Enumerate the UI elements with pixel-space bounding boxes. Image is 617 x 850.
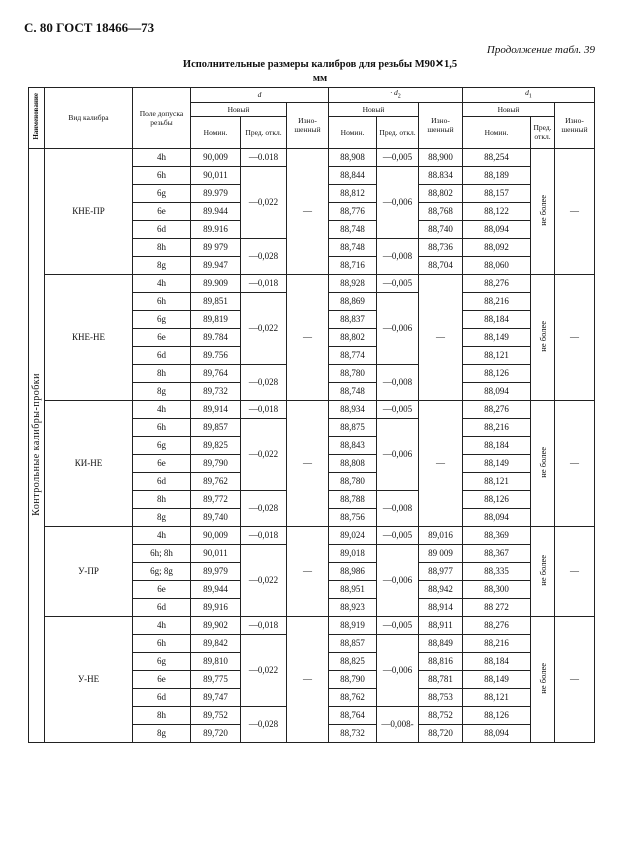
d1-limit-text: не более: [537, 446, 548, 478]
d1-nominal: 88,092: [463, 238, 531, 256]
d2-worn: 88.834: [419, 166, 463, 184]
d1-nominal: 88,094: [463, 382, 531, 400]
d2-nominal: 88,762: [329, 688, 377, 706]
d2-worn: 88,720: [419, 724, 463, 742]
d1-nominal: 88,122: [463, 202, 531, 220]
d1-nominal: 88,060: [463, 256, 531, 274]
d-deviation: —0,028: [241, 706, 287, 742]
thread-tolerance: 6h: [133, 634, 191, 652]
d1-limit-text: не более: [537, 662, 548, 694]
header-d1-nom: Номин.: [463, 116, 531, 148]
d-nominal: 89,916: [191, 598, 241, 616]
d1-nominal: 88,121: [463, 688, 531, 706]
gauge-kind: КИ-НЕ: [45, 400, 133, 526]
d2-nominal: 88,764: [329, 706, 377, 724]
d1-nominal: 88,189: [463, 166, 531, 184]
d2-nominal: 88,928: [329, 274, 377, 292]
d2-nominal: 88,857: [329, 634, 377, 652]
d-deviation: —0,028: [241, 364, 287, 400]
page-reference: С. 80 ГОСТ 18466—73: [24, 20, 155, 35]
thread-tolerance: 6e: [133, 454, 191, 472]
header-d1-worn: Изно- шенный: [555, 102, 595, 148]
gauge-kind: У-НЕ: [45, 616, 133, 742]
d-nominal: 89,747: [191, 688, 241, 706]
d1-nominal: 88,184: [463, 652, 531, 670]
d1-nominal: 88,126: [463, 364, 531, 382]
d-deviation: —0,022: [241, 166, 287, 238]
d1-nominal: 88,216: [463, 634, 531, 652]
d1-worn: —: [555, 400, 595, 526]
d2-worn: —: [419, 274, 463, 400]
d-deviation: —0,018: [241, 400, 287, 418]
table-units: мм: [312, 73, 328, 84]
d-nominal: 89,914: [191, 400, 241, 418]
gauge-dimensions-table: [28, 87, 595, 743]
table-title: [130, 58, 510, 86]
header-d2: · $d_2$: [329, 88, 463, 103]
d-nominal: 89.909: [191, 274, 241, 292]
d1-nominal: 88,094: [463, 724, 531, 742]
d-nominal: 90,011: [191, 166, 241, 184]
thread-tolerance: 4h: [133, 274, 191, 292]
table-row: [29, 526, 595, 544]
thread-tolerance: 6d: [133, 220, 191, 238]
header-d-nom: Номин.: [191, 116, 241, 148]
d1-nominal: 88,184: [463, 436, 531, 454]
d1-limit-text: не более: [537, 320, 548, 352]
d1-limit-note: [531, 526, 555, 616]
d-deviation: —0,022: [241, 292, 287, 364]
d1-nominal: 88,184: [463, 310, 531, 328]
d2-nominal: 88,748: [329, 238, 377, 256]
d2-deviation: —0,005: [377, 274, 419, 292]
d2-worn: 88,740: [419, 220, 463, 238]
d2-nominal: 88,774: [329, 346, 377, 364]
d2-deviation: —0,006: [377, 292, 419, 364]
header-d-worn: Изно- шенный: [287, 102, 329, 148]
d-worn: —: [287, 274, 329, 400]
d1-nominal: 88,276: [463, 400, 531, 418]
d-worn: —: [287, 400, 329, 526]
d2-worn: 88,849: [419, 634, 463, 652]
d-nominal: 89.756: [191, 346, 241, 364]
header-name: Наименование: [29, 88, 45, 149]
d2-nominal: 88,780: [329, 364, 377, 382]
d2-deviation: —0,006: [377, 418, 419, 490]
d-nominal: 89.944: [191, 202, 241, 220]
table-row: [29, 616, 595, 634]
d1-nominal: 88,254: [463, 148, 531, 166]
d2-worn: 89,016: [419, 526, 463, 544]
d2-worn: 89 009: [419, 544, 463, 562]
thread-tolerance: 8h: [133, 706, 191, 724]
d-deviation: —0,022: [241, 634, 287, 706]
d-nominal: 89,819: [191, 310, 241, 328]
thread-tolerance: 4h: [133, 148, 191, 166]
d-nominal: 89,764: [191, 364, 241, 382]
table-body: [29, 148, 595, 742]
d-nominal: 89.784: [191, 328, 241, 346]
d2-nominal: 88,934: [329, 400, 377, 418]
d2-worn: —: [419, 400, 463, 526]
d1-nominal: 88,121: [463, 472, 531, 490]
d1-nominal: 88,276: [463, 274, 531, 292]
d1-nominal: 88,149: [463, 670, 531, 688]
d2-nominal: 88,986: [329, 562, 377, 580]
d-worn: —: [287, 526, 329, 616]
d2-nominal: 88,716: [329, 256, 377, 274]
thread-tolerance: 8g: [133, 382, 191, 400]
d-nominal: 89.947: [191, 256, 241, 274]
d1-nominal: 88,335: [463, 562, 531, 580]
thread-tolerance: 4h: [133, 400, 191, 418]
d1-nominal: 88,276: [463, 616, 531, 634]
d-deviation: —0,018: [241, 274, 287, 292]
thread-tolerance: 6h; 8h: [133, 544, 191, 562]
d2-nominal: 88,732: [329, 724, 377, 742]
header-d-new: Новый: [191, 102, 287, 116]
d-nominal: 90,009: [191, 526, 241, 544]
thread-tolerance: 6e: [133, 202, 191, 220]
d2-worn: 88,704: [419, 256, 463, 274]
header-d-dev: Пред. откл.: [241, 116, 287, 148]
thread-tolerance: 6h: [133, 418, 191, 436]
d-nominal: 89,979: [191, 562, 241, 580]
d-nominal: 90,009: [191, 148, 241, 166]
d-nominal: 89,902: [191, 616, 241, 634]
d2-worn: 88,781: [419, 670, 463, 688]
d2-nominal: 88,951: [329, 580, 377, 598]
d2-worn: 88,816: [419, 652, 463, 670]
d-nominal: 89,720: [191, 724, 241, 742]
header-d: d: [191, 88, 329, 103]
d-nominal: 89,790: [191, 454, 241, 472]
row-group-label: [29, 148, 45, 742]
gauge-kind: КНЕ-НЕ: [45, 274, 133, 400]
header-d1-new: Новый: [463, 102, 555, 116]
d1-limit-note: [531, 616, 555, 742]
d2-worn: 88,768: [419, 202, 463, 220]
d2-deviation: —0,008: [377, 490, 419, 526]
thread-tolerance: 8g: [133, 724, 191, 742]
d2-worn: 88,942: [419, 580, 463, 598]
d2-nominal: 88,780: [329, 472, 377, 490]
table-row: [29, 148, 595, 166]
d1-nominal: 88,367: [463, 544, 531, 562]
thread-tolerance: 6g: [133, 436, 191, 454]
d2-nominal: 88,843: [329, 436, 377, 454]
d2-nominal: 89,018: [329, 544, 377, 562]
thread-tolerance: 6e: [133, 670, 191, 688]
d1-nominal: 88,094: [463, 220, 531, 238]
d-nominal: 89,740: [191, 508, 241, 526]
group-label-text: Контрольные калибры-пробки: [31, 372, 42, 516]
d2-nominal: 88,812: [329, 184, 377, 202]
gauge-kind: КНЕ-ПР: [45, 148, 133, 274]
d2-worn: 88,802: [419, 184, 463, 202]
d-nominal: 89,775: [191, 670, 241, 688]
d-worn: —: [287, 616, 329, 742]
thread-tolerance: 6g: [133, 652, 191, 670]
d2-nominal: 88,919: [329, 616, 377, 634]
d2-worn: 88,752: [419, 706, 463, 724]
d2-nominal: 88,869: [329, 292, 377, 310]
table-header: [29, 88, 595, 149]
d2-nominal: 89,024: [329, 526, 377, 544]
d-nominal: 90,011: [191, 544, 241, 562]
d1-nominal: 88,300: [463, 580, 531, 598]
d1-nominal: 88 272: [463, 598, 531, 616]
d2-nominal: 88,837: [329, 310, 377, 328]
d-nominal: 89 979: [191, 238, 241, 256]
thread-tolerance: 6g: [133, 184, 191, 202]
d2-deviation: —0,005: [377, 526, 419, 544]
thread-tolerance: 6e: [133, 580, 191, 598]
d2-worn: 88,900: [419, 148, 463, 166]
d2-nominal: 88,748: [329, 220, 377, 238]
thread-tolerance: 6g; 8g: [133, 562, 191, 580]
d-nominal: 89,810: [191, 652, 241, 670]
d-nominal: 89,842: [191, 634, 241, 652]
d-nominal: 89,825: [191, 436, 241, 454]
d2-deviation: —0,008-: [377, 706, 419, 742]
d-nominal: 89,857: [191, 418, 241, 436]
d2-nominal: 88,788: [329, 490, 377, 508]
header-gauge-kind: Вид калибра: [45, 88, 133, 149]
d2-nominal: 88,844: [329, 166, 377, 184]
d2-deviation: —0,005: [377, 148, 419, 166]
thread-tolerance: 6d: [133, 688, 191, 706]
thread-tolerance: 6e: [133, 328, 191, 346]
table-row: [29, 400, 595, 418]
d2-worn: 88,977: [419, 562, 463, 580]
d1-worn: —: [555, 616, 595, 742]
header-d2-worn: Изно- шенный: [419, 102, 463, 148]
d2-nominal: 88,908: [329, 148, 377, 166]
header-d2-nom: Номин.: [329, 116, 377, 148]
d2-deviation: —0,008: [377, 238, 419, 274]
header-d2-dev: Пред. откл.: [377, 116, 419, 148]
d1-limit-text: не более: [537, 554, 548, 586]
d-nominal: 89,944: [191, 580, 241, 598]
d-worn: —: [287, 148, 329, 274]
d2-nominal: 88,802: [329, 328, 377, 346]
d-nominal: 89.916: [191, 220, 241, 238]
d-deviation: —0,018: [241, 616, 287, 634]
thread-tolerance: 4h: [133, 526, 191, 544]
header-d2-new: Новый: [329, 102, 419, 116]
d1-nominal: 88,216: [463, 418, 531, 436]
d2-deviation: —0,006: [377, 634, 419, 706]
thread-tolerance: 6h: [133, 166, 191, 184]
thread-tolerance: 4h: [133, 616, 191, 634]
d2-worn: 88,736: [419, 238, 463, 256]
d1-worn: —: [555, 148, 595, 274]
d1-worn: —: [555, 274, 595, 400]
d-nominal: 89,851: [191, 292, 241, 310]
table-row: [29, 274, 595, 292]
d1-nominal: 88,216: [463, 292, 531, 310]
thread-tolerance: 8h: [133, 238, 191, 256]
table-continuation-note: Продолжение табл. 39: [486, 44, 595, 56]
d2-nominal: 88,790: [329, 670, 377, 688]
d-deviation: —0,022: [241, 418, 287, 490]
thread-tolerance: 8g: [133, 508, 191, 526]
thread-tolerance: 6d: [133, 346, 191, 364]
header-thread-tolerance: Поле допуска резьбы: [133, 88, 191, 149]
d1-nominal: 88,121: [463, 346, 531, 364]
d2-worn: 88,753: [419, 688, 463, 706]
header-d1-dev: Пред. откл.: [531, 116, 555, 148]
d2-worn: 88,914: [419, 598, 463, 616]
d-nominal: 89,732: [191, 382, 241, 400]
d1-limit-note: [531, 400, 555, 526]
thread-tolerance: 6d: [133, 598, 191, 616]
d2-nominal: 88,808: [329, 454, 377, 472]
d-nominal: 89,752: [191, 706, 241, 724]
d2-deviation: —0,005: [377, 400, 419, 418]
d2-deviation: —0,006: [377, 166, 419, 238]
thread-tolerance: 8h: [133, 364, 191, 382]
d1-nominal: 88,094: [463, 508, 531, 526]
d1-nominal: 88,157: [463, 184, 531, 202]
d2-nominal: 88,748: [329, 382, 377, 400]
d2-worn: 88,911: [419, 616, 463, 634]
d1-nominal: 88,149: [463, 454, 531, 472]
d2-deviation: —0,008: [377, 364, 419, 400]
d1-limit-text: не более: [537, 194, 548, 226]
d2-deviation: —0,006: [377, 544, 419, 616]
thread-tolerance: 8g: [133, 256, 191, 274]
thread-tolerance: 6d: [133, 472, 191, 490]
d2-deviation: —0,005: [377, 616, 419, 634]
d1-nominal: 88,369: [463, 526, 531, 544]
d1-limit-note: [531, 274, 555, 400]
d-nominal: 89,762: [191, 472, 241, 490]
d-deviation: —0,018: [241, 526, 287, 544]
d2-nominal: 88,776: [329, 202, 377, 220]
thread-tolerance: 8h: [133, 490, 191, 508]
d-deviation: —0.018: [241, 148, 287, 166]
d-deviation: —0,028: [241, 238, 287, 274]
d1-nominal: 88,126: [463, 490, 531, 508]
d2-nominal: 88,875: [329, 418, 377, 436]
gauge-kind: У-ПР: [45, 526, 133, 616]
d1-nominal: 88,126: [463, 706, 531, 724]
d-nominal: 89,772: [191, 490, 241, 508]
d1-worn: —: [555, 526, 595, 616]
d-deviation: —0,022: [241, 544, 287, 616]
header-d1: $d_1$: [463, 88, 595, 103]
d1-nominal: 88,149: [463, 328, 531, 346]
table-title-line: Исполнительные размеры калибров для резьбы М90✕1,5: [182, 59, 458, 70]
thread-tolerance: 6h: [133, 292, 191, 310]
d1-limit-note: [531, 148, 555, 274]
d-nominal: 89.979: [191, 184, 241, 202]
thread-tolerance: 6g: [133, 310, 191, 328]
d2-nominal: 88,825: [329, 652, 377, 670]
d-deviation: —0,028: [241, 490, 287, 526]
d2-nominal: 88,756: [329, 508, 377, 526]
d2-nominal: 88,923: [329, 598, 377, 616]
